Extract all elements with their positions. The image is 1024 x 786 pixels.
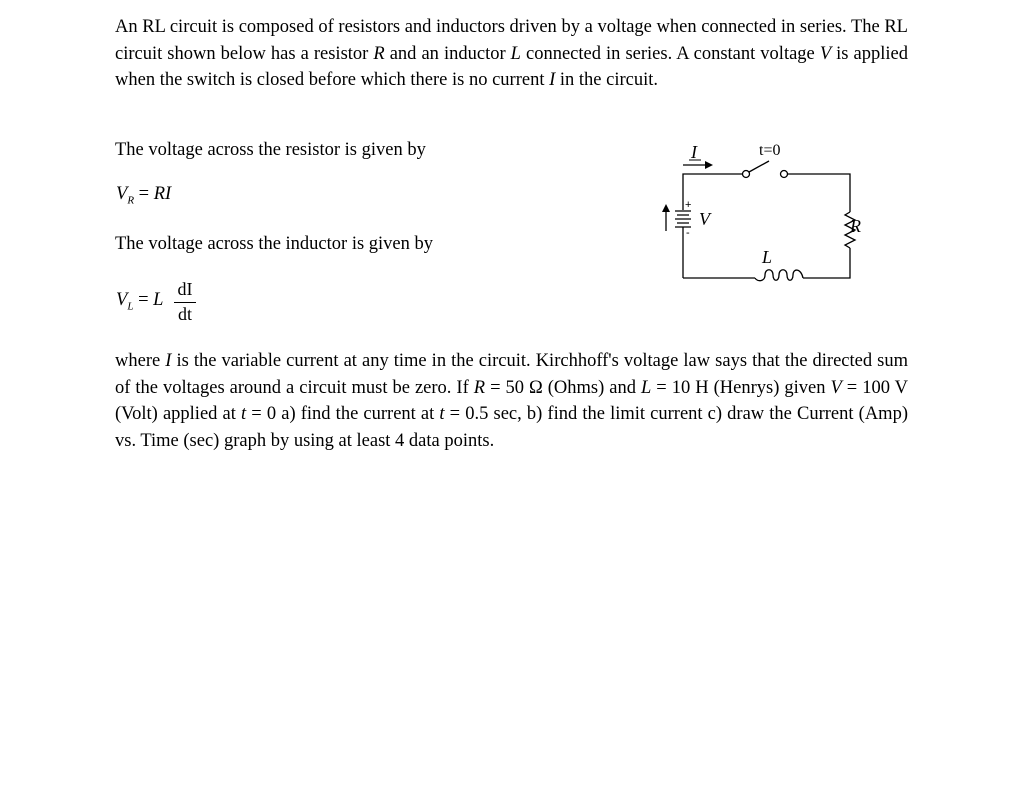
eq1-rhs: RI (153, 184, 172, 204)
top-left-wire (683, 174, 742, 210)
current-arrow-icon (705, 161, 713, 169)
fraction-denominator: dt (177, 304, 192, 324)
voltage-label: V (699, 209, 710, 229)
eq2-rhs: L (153, 290, 164, 310)
current-label: I (691, 142, 697, 162)
top-right-wire (788, 174, 850, 212)
inductor-label: L (762, 247, 773, 267)
question-run: where (115, 351, 166, 371)
question-run: is the variable current at any time in the circuit. Kirchhoff's voltage law says that the directed sum of the voltages around a circuit must be zero. If (115, 351, 908, 398)
switch-label: t=0 (759, 142, 781, 159)
question-run: R (473, 377, 486, 398)
switch-contact-left (743, 171, 750, 178)
eq2-op: = (133, 290, 154, 310)
intro-run: An RL circuit is composed of resistors and inductors driven by a voltage when connected in series. The RL circuit shown below has a resistor (115, 17, 908, 64)
question-run: I (165, 351, 172, 371)
question-run: V (830, 377, 842, 398)
intro-run: L (510, 43, 521, 64)
plus-label: + (685, 199, 692, 211)
intro-paragraph (115, 14, 908, 94)
question-run: t (241, 404, 247, 424)
resistor-label: R (850, 216, 861, 236)
switch-contact-right (781, 171, 788, 178)
question-paragraph (115, 348, 908, 454)
switch-arm (749, 161, 769, 172)
resistor-voltage-text: The voltage across the resistor is given by (115, 140, 426, 160)
question-run: = 0 a) find the current at (246, 404, 440, 424)
question-run: = 100 V (Volt) applied at (115, 377, 908, 424)
resistor-voltage-equation (116, 184, 171, 207)
intro-run: V (819, 43, 832, 64)
eq2-sub: L (127, 300, 134, 313)
minus-label: - (686, 227, 690, 239)
inductor-voltage-equation (116, 290, 163, 313)
rl-circuit-diagram (655, 138, 865, 288)
question-run: = 0.5 sec, b) find the limit current c) draw the Current (Amp) vs. Time (sec) graph by using at least 4 data points. (115, 404, 908, 451)
inductor-symbol (755, 270, 803, 281)
question-run: = 50 Ω (Ohms) and (485, 377, 641, 398)
question-run: = 10 H (Henrys) given (651, 377, 831, 398)
fraction-bar (174, 302, 196, 303)
eq1-lhs: V (116, 184, 128, 204)
source-arrow-icon (662, 204, 670, 212)
intro-run: is applied when the switch is closed before which there is no current (115, 43, 909, 90)
intro-run: in the circuit. (555, 70, 659, 90)
question-run: L (641, 377, 652, 398)
fraction-numerator: dI (177, 279, 193, 299)
intro-run: connected in series. A constant voltage (520, 43, 820, 64)
inductor-voltage-text: The voltage across the inductor is given by (115, 234, 434, 254)
eq1-op: = (134, 184, 154, 204)
intro-run: I (549, 70, 556, 90)
right-wire-bottom (803, 248, 850, 278)
question-run: t (439, 404, 445, 424)
eq1-sub: R (127, 194, 135, 207)
eq2-lhs: V (116, 290, 128, 310)
intro-run: R (373, 43, 385, 64)
intro-run: and an inductor (384, 43, 511, 64)
